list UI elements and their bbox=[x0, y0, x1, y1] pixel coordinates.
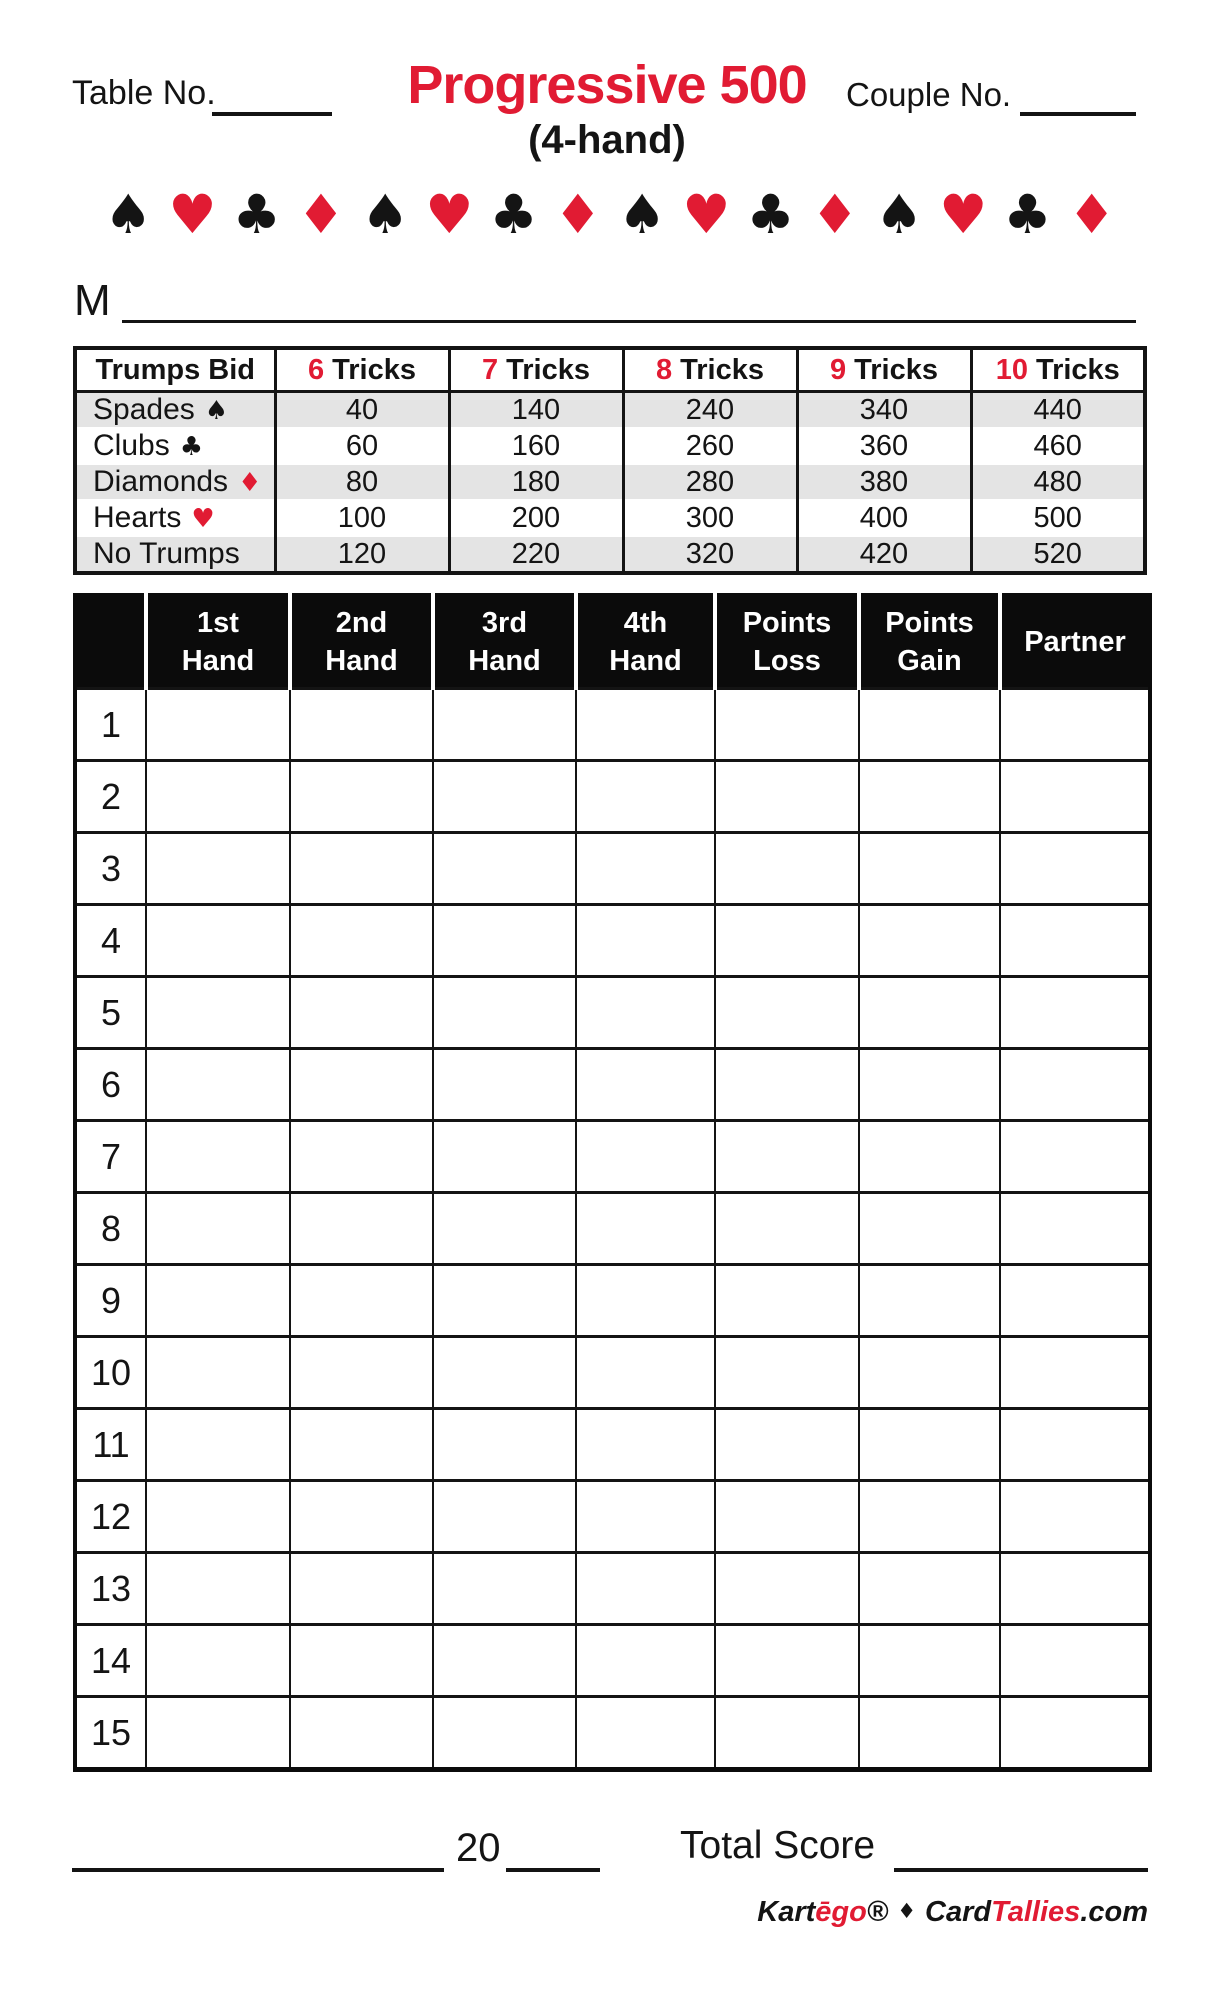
score-cell[interactable] bbox=[433, 689, 576, 761]
table-no-label: Table No. bbox=[72, 74, 216, 112]
score-cell[interactable] bbox=[859, 1625, 1000, 1697]
score-cell[interactable] bbox=[146, 1553, 290, 1625]
score-cell[interactable] bbox=[859, 1265, 1000, 1337]
spade-icon: ♠ bbox=[104, 183, 153, 246]
score-cell[interactable] bbox=[715, 833, 859, 905]
score-cell[interactable] bbox=[715, 1193, 859, 1265]
score-cell[interactable] bbox=[290, 1625, 433, 1697]
score-cell[interactable] bbox=[859, 905, 1000, 977]
tricks-6-header: 6 Tricks bbox=[275, 348, 449, 392]
signature-blank-field[interactable] bbox=[72, 1832, 444, 1872]
score-value: 180 bbox=[449, 464, 623, 500]
score-cell[interactable] bbox=[715, 1121, 859, 1193]
diamond-separator-icon: ♦ bbox=[897, 1899, 917, 1923]
score-cell[interactable] bbox=[290, 1553, 433, 1625]
score-cell[interactable] bbox=[859, 1553, 1000, 1625]
row-number: 9 bbox=[75, 1265, 146, 1337]
score-cell[interactable] bbox=[433, 1553, 576, 1625]
score-cell[interactable] bbox=[433, 1193, 576, 1265]
score-value: 360 bbox=[797, 428, 971, 464]
score-grid-row bbox=[75, 1049, 1150, 1121]
diamond-icon: ♦ bbox=[810, 183, 859, 246]
score-grid-body bbox=[75, 689, 1150, 1770]
score-cell[interactable] bbox=[146, 1265, 290, 1337]
score-grid-row bbox=[75, 905, 1150, 977]
trumps-row-diamonds bbox=[75, 464, 1145, 500]
row-number: 14 bbox=[75, 1625, 146, 1697]
score-value: 140 bbox=[449, 392, 623, 429]
score-cell[interactable] bbox=[1000, 905, 1150, 977]
diamond-icon: ♦ bbox=[238, 468, 262, 498]
score-grid-row bbox=[75, 689, 1150, 761]
diamond-icon: ♦ bbox=[553, 183, 603, 246]
col-header-points-loss: Points Loss bbox=[715, 595, 859, 689]
score-cell[interactable] bbox=[715, 905, 859, 977]
score-value: 60 bbox=[275, 428, 449, 464]
score-value: 460 bbox=[971, 428, 1145, 464]
score-cell[interactable] bbox=[859, 1481, 1000, 1553]
score-cell[interactable] bbox=[290, 689, 433, 761]
score-cell[interactable] bbox=[576, 1049, 715, 1121]
trumps-row-clubs bbox=[75, 428, 1145, 464]
score-grid-row bbox=[75, 761, 1150, 833]
score-value: 240 bbox=[623, 392, 797, 429]
score-cell[interactable] bbox=[859, 1697, 1000, 1770]
score-grid-row bbox=[75, 1481, 1150, 1553]
brand-kartego: Kartēgo® bbox=[757, 1896, 889, 1928]
total-score-label: Total Score bbox=[680, 1824, 876, 1867]
score-grid-row bbox=[75, 833, 1150, 905]
page-subtitle: (4-hand) bbox=[528, 118, 686, 162]
score-cell[interactable] bbox=[433, 1265, 576, 1337]
page-title: Progressive 500 bbox=[407, 55, 807, 115]
trumps-bid-header: Trumps Bid bbox=[75, 348, 275, 392]
score-cell[interactable] bbox=[290, 1193, 433, 1265]
score-cell[interactable] bbox=[290, 833, 433, 905]
row-number: 5 bbox=[75, 977, 146, 1049]
score-value: 380 bbox=[797, 464, 971, 500]
m-label: M bbox=[74, 276, 111, 325]
score-value: 480 bbox=[971, 464, 1145, 500]
score-cell[interactable] bbox=[1000, 977, 1150, 1049]
score-value: 320 bbox=[623, 536, 797, 573]
name-blank-field[interactable] bbox=[122, 274, 1136, 323]
score-cell[interactable] bbox=[859, 761, 1000, 833]
trumps-row-hearts bbox=[75, 500, 1145, 536]
club-icon: ♣ bbox=[232, 183, 281, 246]
score-grid-row bbox=[75, 1625, 1150, 1697]
year-prefix: 20 bbox=[456, 1826, 501, 1870]
bid-label-hearts: Hearts ♥ bbox=[75, 500, 275, 536]
score-cell[interactable] bbox=[433, 833, 576, 905]
score-cell[interactable] bbox=[290, 1049, 433, 1121]
club-icon: ♣ bbox=[179, 432, 204, 462]
col-header-points-gain: Points Gain bbox=[859, 595, 1000, 689]
score-cell[interactable] bbox=[146, 1337, 290, 1409]
score-cell[interactable] bbox=[1000, 1697, 1150, 1770]
score-value: 160 bbox=[449, 428, 623, 464]
club-icon: ♣ bbox=[1003, 183, 1052, 246]
brand-cardtallies: CardTallies.com bbox=[925, 1896, 1148, 1928]
score-cell[interactable] bbox=[576, 689, 715, 761]
club-icon: ♣ bbox=[489, 183, 538, 246]
score-value: 80 bbox=[275, 464, 449, 500]
score-value: 420 bbox=[797, 536, 971, 573]
score-cell[interactable] bbox=[1000, 833, 1150, 905]
score-cell[interactable] bbox=[715, 977, 859, 1049]
suits-row bbox=[104, 183, 1116, 246]
score-cell[interactable] bbox=[576, 1409, 715, 1481]
score-grid-row bbox=[75, 1337, 1150, 1409]
score-cell[interactable] bbox=[576, 905, 715, 977]
score-cell[interactable] bbox=[576, 1625, 715, 1697]
score-cell[interactable] bbox=[1000, 761, 1150, 833]
score-cell[interactable] bbox=[433, 1049, 576, 1121]
tricks-8-header: 8 Tricks bbox=[623, 348, 797, 392]
score-cell[interactable] bbox=[1000, 1121, 1150, 1193]
score-cell[interactable] bbox=[146, 1625, 290, 1697]
heart-icon: ♥ bbox=[191, 504, 215, 534]
score-cell[interactable] bbox=[146, 977, 290, 1049]
col-header-partner: Partner bbox=[1000, 595, 1150, 689]
score-cell[interactable] bbox=[715, 1625, 859, 1697]
score-cell[interactable] bbox=[1000, 1553, 1150, 1625]
score-cell[interactable] bbox=[859, 833, 1000, 905]
score-cell[interactable] bbox=[146, 1481, 290, 1553]
score-cell[interactable] bbox=[146, 905, 290, 977]
score-cell[interactable] bbox=[715, 1337, 859, 1409]
bid-label-diamonds: Diamonds ♦ bbox=[75, 464, 275, 500]
bid-label-clubs: Clubs ♣ bbox=[75, 428, 275, 464]
score-grid-row bbox=[75, 1265, 1150, 1337]
score-cell[interactable] bbox=[290, 1265, 433, 1337]
score-cell[interactable] bbox=[433, 1697, 576, 1770]
score-value: 340 bbox=[797, 392, 971, 429]
footer-brand bbox=[757, 1896, 1148, 1929]
score-grid-row bbox=[75, 1553, 1150, 1625]
score-cell[interactable] bbox=[433, 761, 576, 833]
score-value: 40 bbox=[275, 392, 449, 429]
score-cell[interactable] bbox=[146, 1409, 290, 1481]
trumps-row-spades bbox=[75, 392, 1145, 429]
tricks-7-header: 7 Tricks bbox=[449, 348, 623, 392]
score-grid bbox=[73, 593, 1152, 1772]
trumps-header-row bbox=[75, 348, 1145, 392]
score-cell[interactable] bbox=[715, 1049, 859, 1121]
score-grid-row bbox=[75, 1193, 1150, 1265]
row-number: 1 bbox=[75, 689, 146, 761]
score-cell[interactable] bbox=[576, 761, 715, 833]
col-header-3rd-hand: 3rd Hand bbox=[433, 595, 576, 689]
score-cell[interactable] bbox=[715, 1553, 859, 1625]
score-cell[interactable] bbox=[1000, 1625, 1150, 1697]
spade-icon: ♠ bbox=[204, 396, 229, 426]
score-cell[interactable] bbox=[290, 1409, 433, 1481]
score-cell[interactable] bbox=[859, 1049, 1000, 1121]
score-cell[interactable] bbox=[290, 761, 433, 833]
score-value: 300 bbox=[623, 500, 797, 536]
score-cell[interactable] bbox=[715, 1481, 859, 1553]
score-cell[interactable] bbox=[576, 833, 715, 905]
score-value: 520 bbox=[971, 536, 1145, 573]
score-cell[interactable] bbox=[433, 1625, 576, 1697]
score-cell[interactable] bbox=[1000, 1193, 1150, 1265]
score-cell[interactable] bbox=[715, 689, 859, 761]
row-number: 3 bbox=[75, 833, 146, 905]
score-cell[interactable] bbox=[1000, 689, 1150, 761]
score-value: 440 bbox=[971, 392, 1145, 429]
row-number: 8 bbox=[75, 1193, 146, 1265]
club-icon: ♣ bbox=[746, 183, 795, 246]
score-cell[interactable] bbox=[715, 761, 859, 833]
col-header-1st-hand: 1st Hand bbox=[146, 595, 290, 689]
score-value: 260 bbox=[623, 428, 797, 464]
trumps-bid-table bbox=[73, 346, 1147, 575]
row-number: 15 bbox=[75, 1697, 146, 1770]
score-value: 280 bbox=[623, 464, 797, 500]
score-cell[interactable] bbox=[859, 1409, 1000, 1481]
heart-icon: ♥ bbox=[425, 183, 474, 246]
score-cell[interactable] bbox=[859, 977, 1000, 1049]
score-value: 220 bbox=[449, 536, 623, 573]
score-cell[interactable] bbox=[1000, 1049, 1150, 1121]
score-cell[interactable] bbox=[576, 1121, 715, 1193]
bid-label-spades: Spades ♠ bbox=[75, 392, 275, 429]
score-cell[interactable] bbox=[146, 1193, 290, 1265]
score-grid-row bbox=[75, 977, 1150, 1049]
diamond-icon: ♦ bbox=[296, 183, 346, 246]
score-cell[interactable] bbox=[290, 1481, 433, 1553]
spade-icon: ♠ bbox=[360, 183, 410, 246]
trumps-row-no-trumps bbox=[75, 536, 1145, 573]
col-header-4th-hand: 4th Hand bbox=[576, 595, 715, 689]
score-cell[interactable] bbox=[859, 1121, 1000, 1193]
score-cell[interactable] bbox=[715, 1697, 859, 1770]
couple-no-blank-field[interactable] bbox=[1020, 76, 1136, 116]
row-number: 7 bbox=[75, 1121, 146, 1193]
score-cell[interactable] bbox=[715, 1409, 859, 1481]
row-number: 12 bbox=[75, 1481, 146, 1553]
score-value: 400 bbox=[797, 500, 971, 536]
col-header-2nd-hand: 2nd Hand bbox=[290, 595, 433, 689]
score-grid-header-row bbox=[75, 595, 1150, 689]
score-grid-row bbox=[75, 1697, 1150, 1770]
spade-icon: ♠ bbox=[874, 183, 924, 246]
score-cell[interactable] bbox=[146, 761, 290, 833]
score-cell[interactable] bbox=[290, 1121, 433, 1193]
heart-icon: ♥ bbox=[682, 183, 731, 246]
score-value: 100 bbox=[275, 500, 449, 536]
spade-icon: ♠ bbox=[617, 183, 667, 246]
heart-icon: ♥ bbox=[939, 183, 988, 246]
score-cell[interactable] bbox=[290, 1337, 433, 1409]
score-value: 120 bbox=[275, 536, 449, 573]
score-cell[interactable] bbox=[1000, 1337, 1150, 1409]
score-cell[interactable] bbox=[576, 1193, 715, 1265]
score-grid-row bbox=[75, 1409, 1150, 1481]
score-value: 200 bbox=[449, 500, 623, 536]
score-cell[interactable] bbox=[146, 689, 290, 761]
row-number: 13 bbox=[75, 1553, 146, 1625]
score-cell[interactable] bbox=[146, 1697, 290, 1770]
row-number: 4 bbox=[75, 905, 146, 977]
score-cell[interactable] bbox=[859, 1193, 1000, 1265]
score-cell[interactable] bbox=[433, 1481, 576, 1553]
row-number: 6 bbox=[75, 1049, 146, 1121]
score-cell[interactable] bbox=[146, 833, 290, 905]
score-cell[interactable] bbox=[290, 905, 433, 977]
bid-label-no-trumps: No Trumps bbox=[75, 536, 275, 573]
score-cell[interactable] bbox=[433, 905, 576, 977]
row-number: 11 bbox=[75, 1409, 146, 1481]
score-cell[interactable] bbox=[859, 1337, 1000, 1409]
tricks-10-header: 10 Tricks bbox=[971, 348, 1145, 392]
row-number-col-header bbox=[75, 595, 146, 689]
score-cell[interactable] bbox=[1000, 1265, 1150, 1337]
heart-icon: ♥ bbox=[168, 183, 217, 246]
tricks-9-header: 9 Tricks bbox=[797, 348, 971, 392]
score-cell[interactable] bbox=[715, 1265, 859, 1337]
score-cell[interactable] bbox=[290, 1697, 433, 1770]
score-cell[interactable] bbox=[290, 977, 433, 1049]
score-cell[interactable] bbox=[146, 1121, 290, 1193]
score-cell[interactable] bbox=[1000, 1481, 1150, 1553]
score-grid-row bbox=[75, 1121, 1150, 1193]
score-cell[interactable] bbox=[576, 1337, 715, 1409]
score-cell[interactable] bbox=[433, 977, 576, 1049]
score-value: 500 bbox=[971, 500, 1145, 536]
total-score-blank-field[interactable] bbox=[894, 1832, 1148, 1872]
score-cell[interactable] bbox=[576, 1697, 715, 1770]
score-cell[interactable] bbox=[576, 977, 715, 1049]
year-blank-field[interactable] bbox=[506, 1832, 600, 1872]
score-cell[interactable] bbox=[1000, 1409, 1150, 1481]
diamond-icon: ♦ bbox=[1067, 183, 1116, 246]
couple-no-label: Couple No. bbox=[846, 76, 1012, 113]
score-cell[interactable] bbox=[576, 1265, 715, 1337]
score-cell[interactable] bbox=[433, 1121, 576, 1193]
score-cell[interactable] bbox=[576, 1553, 715, 1625]
score-cell[interactable] bbox=[146, 1049, 290, 1121]
score-cell[interactable] bbox=[433, 1337, 576, 1409]
row-number: 2 bbox=[75, 761, 146, 833]
row-number: 10 bbox=[75, 1337, 146, 1409]
score-cell[interactable] bbox=[576, 1481, 715, 1553]
score-cell[interactable] bbox=[859, 689, 1000, 761]
score-cell[interactable] bbox=[433, 1409, 576, 1481]
